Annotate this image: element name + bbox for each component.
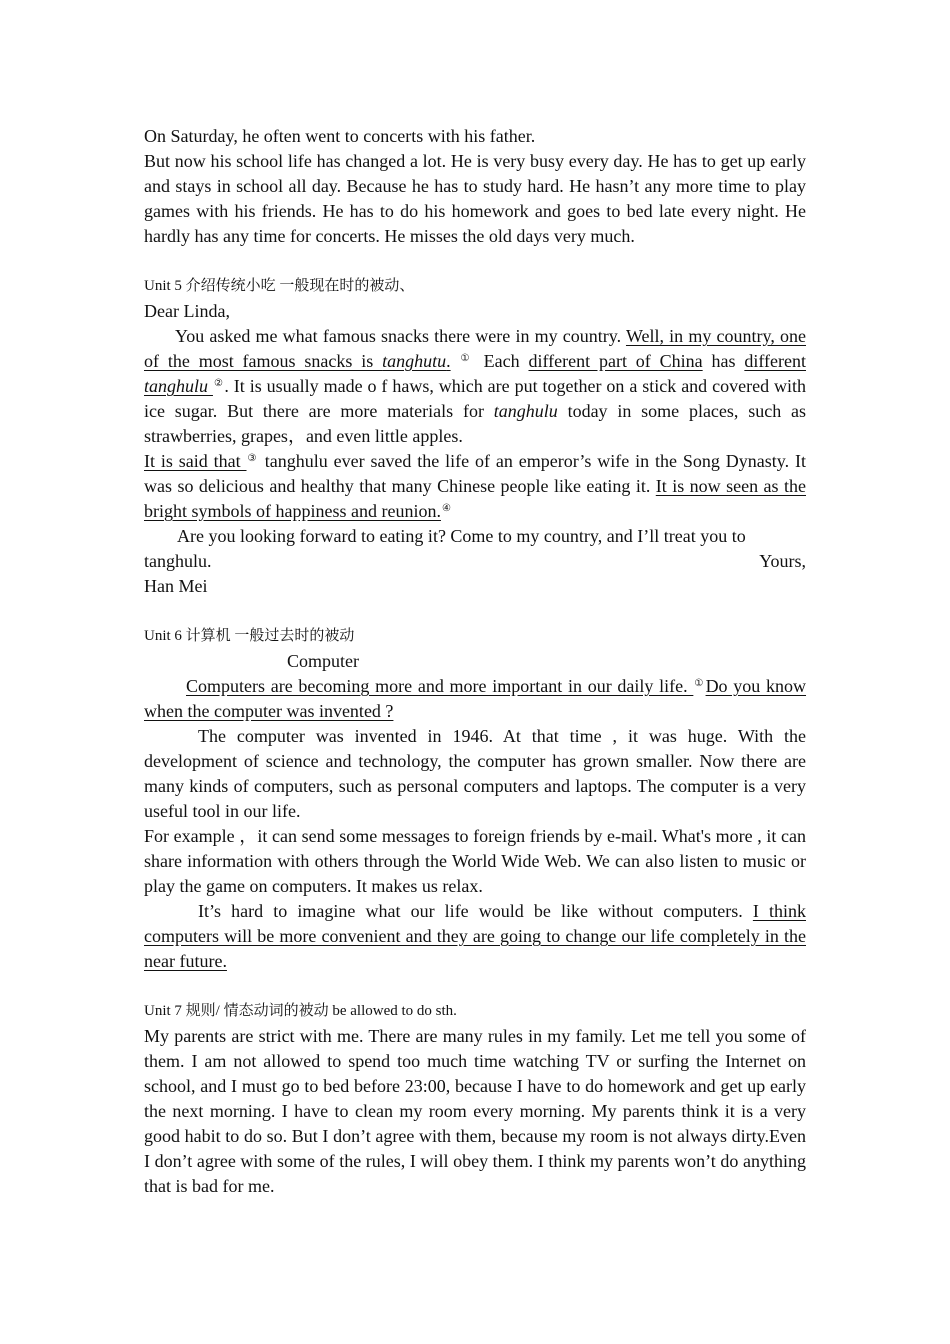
letter-signature: Han Mei bbox=[144, 576, 208, 596]
underlined-sentence-1: Computers are becoming more and more important in our daily life. bbox=[186, 676, 694, 696]
text-run: Well, in my country, one of the most famous snacks is bbox=[144, 326, 806, 371]
italic-term: tanghutu bbox=[382, 351, 447, 371]
text-run: tanghulu ever saved the life of an emperor’s wife in the Song Dynasty. It was so delicious and healthy that many Chinese people like eating it. bbox=[144, 451, 806, 496]
unit6-paragraph-3: For example ，it can send some messages to foreign friends by e-mail. What's more , it can share information with others through the World Wide Web. We can also listen to music or play the game on computers. It makes us relax. bbox=[144, 826, 806, 896]
spacer bbox=[144, 599, 806, 624]
text-run: It’s hard to imagine what our life would be like without computers. bbox=[198, 901, 753, 921]
underlined-question: Do you know when the computer was invented ? bbox=[144, 676, 807, 721]
spacer bbox=[144, 249, 806, 274]
essay-title: Computer bbox=[287, 651, 359, 671]
italic-term: tanghulu bbox=[493, 401, 558, 421]
unit6-paragraph-2: The computer was invented in 1946. At that time , it was huge. With the development of science and technology, the computer has grown smaller. Now there are many kinds of computers, such as personal computers and laptops. The computer is a very useful tool in our life. bbox=[144, 726, 806, 821]
circled-marker-1: ① bbox=[460, 353, 474, 364]
italic-term: tanghulu bbox=[144, 376, 209, 396]
unit5-heading: Unit 5 介绍传统小吃 一般现在时的被动、 bbox=[144, 278, 415, 294]
unit6-paragraph-1 bbox=[144, 674, 806, 724]
closing-salutation: Yours, bbox=[759, 551, 806, 571]
unit5-paragraph-3: Are you looking forward to eating it? Come to my country, and I’ll treat you to bbox=[177, 526, 746, 546]
spacer bbox=[144, 974, 806, 999]
unit5-paragraph-2 bbox=[144, 449, 806, 524]
closing-text: tanghulu. bbox=[144, 551, 212, 571]
text-run: today in some places, such as strawberries, grapes，and even little apples. bbox=[144, 401, 806, 446]
underlined-sentence-4: It is now seen as the bright symbols of happiness and reunion. bbox=[144, 476, 806, 521]
underlined-phrase: different part of China bbox=[528, 351, 703, 371]
unit6-paragraph-4 bbox=[144, 899, 806, 974]
text-run: different bbox=[744, 351, 806, 371]
unit7-paragraph-1: My parents are strict with me. There are many rules in my family. Let me tell you some of them. I am not allowed to spend too much time watching TV or surfing the Internet on school, and I must go to bed before 23:00, because I have to do homework and get up early the next morning. I have to clean my room every morning. My parents think it is a very good habit to do so. But I don’t agree with them, because my room is not always dirty.Even I don’t agree with some of the rules, I will obey them. I think my parents won’t do anything that is bad for me. bbox=[144, 1026, 806, 1196]
circled-marker-4: ④ bbox=[441, 503, 451, 514]
intro-line: On Saturday, he often went to concerts with his father. bbox=[144, 126, 536, 146]
unit5-paragraph-1 bbox=[144, 324, 806, 449]
circled-marker-2: ② bbox=[213, 378, 224, 389]
document-body bbox=[144, 124, 806, 1199]
unit7-heading: Unit 7 规则/ 情态动词的被动 be allowed to do sth. bbox=[144, 1003, 457, 1019]
text-run: Each bbox=[474, 351, 529, 371]
underlined-conclusion: I think computers will be more convenient and they are going to change our life completely in the near future. bbox=[144, 901, 806, 971]
text-run: has bbox=[702, 351, 745, 371]
circled-marker-3: ③ bbox=[247, 453, 258, 464]
text-run: . It is usually made o f haws, which are put together on a stick and covered with ice sugar. But there are more materials for bbox=[144, 376, 807, 421]
circled-marker-1: ① bbox=[694, 678, 705, 689]
intro-paragraph: But now his school life has changed a lot. He is very busy every day. He has to get up early and stays in school all day. Because he has to study hard. He hasn’t any more time to play games with his friends. He has to do his homework and goes to bed late every night. He hardly has any time for concerts. He misses the old days very much. bbox=[144, 151, 806, 246]
letter-closing-row bbox=[144, 549, 806, 574]
unit6-heading: Unit 6 计算机 一般过去时的被动 bbox=[144, 628, 355, 644]
letter-greeting: Dear Linda, bbox=[144, 301, 230, 321]
underlined-phrase-3: It is said that bbox=[144, 451, 247, 471]
text-run: You asked me what famous snacks there were in my country. bbox=[175, 326, 626, 346]
text-run: . bbox=[446, 351, 451, 371]
